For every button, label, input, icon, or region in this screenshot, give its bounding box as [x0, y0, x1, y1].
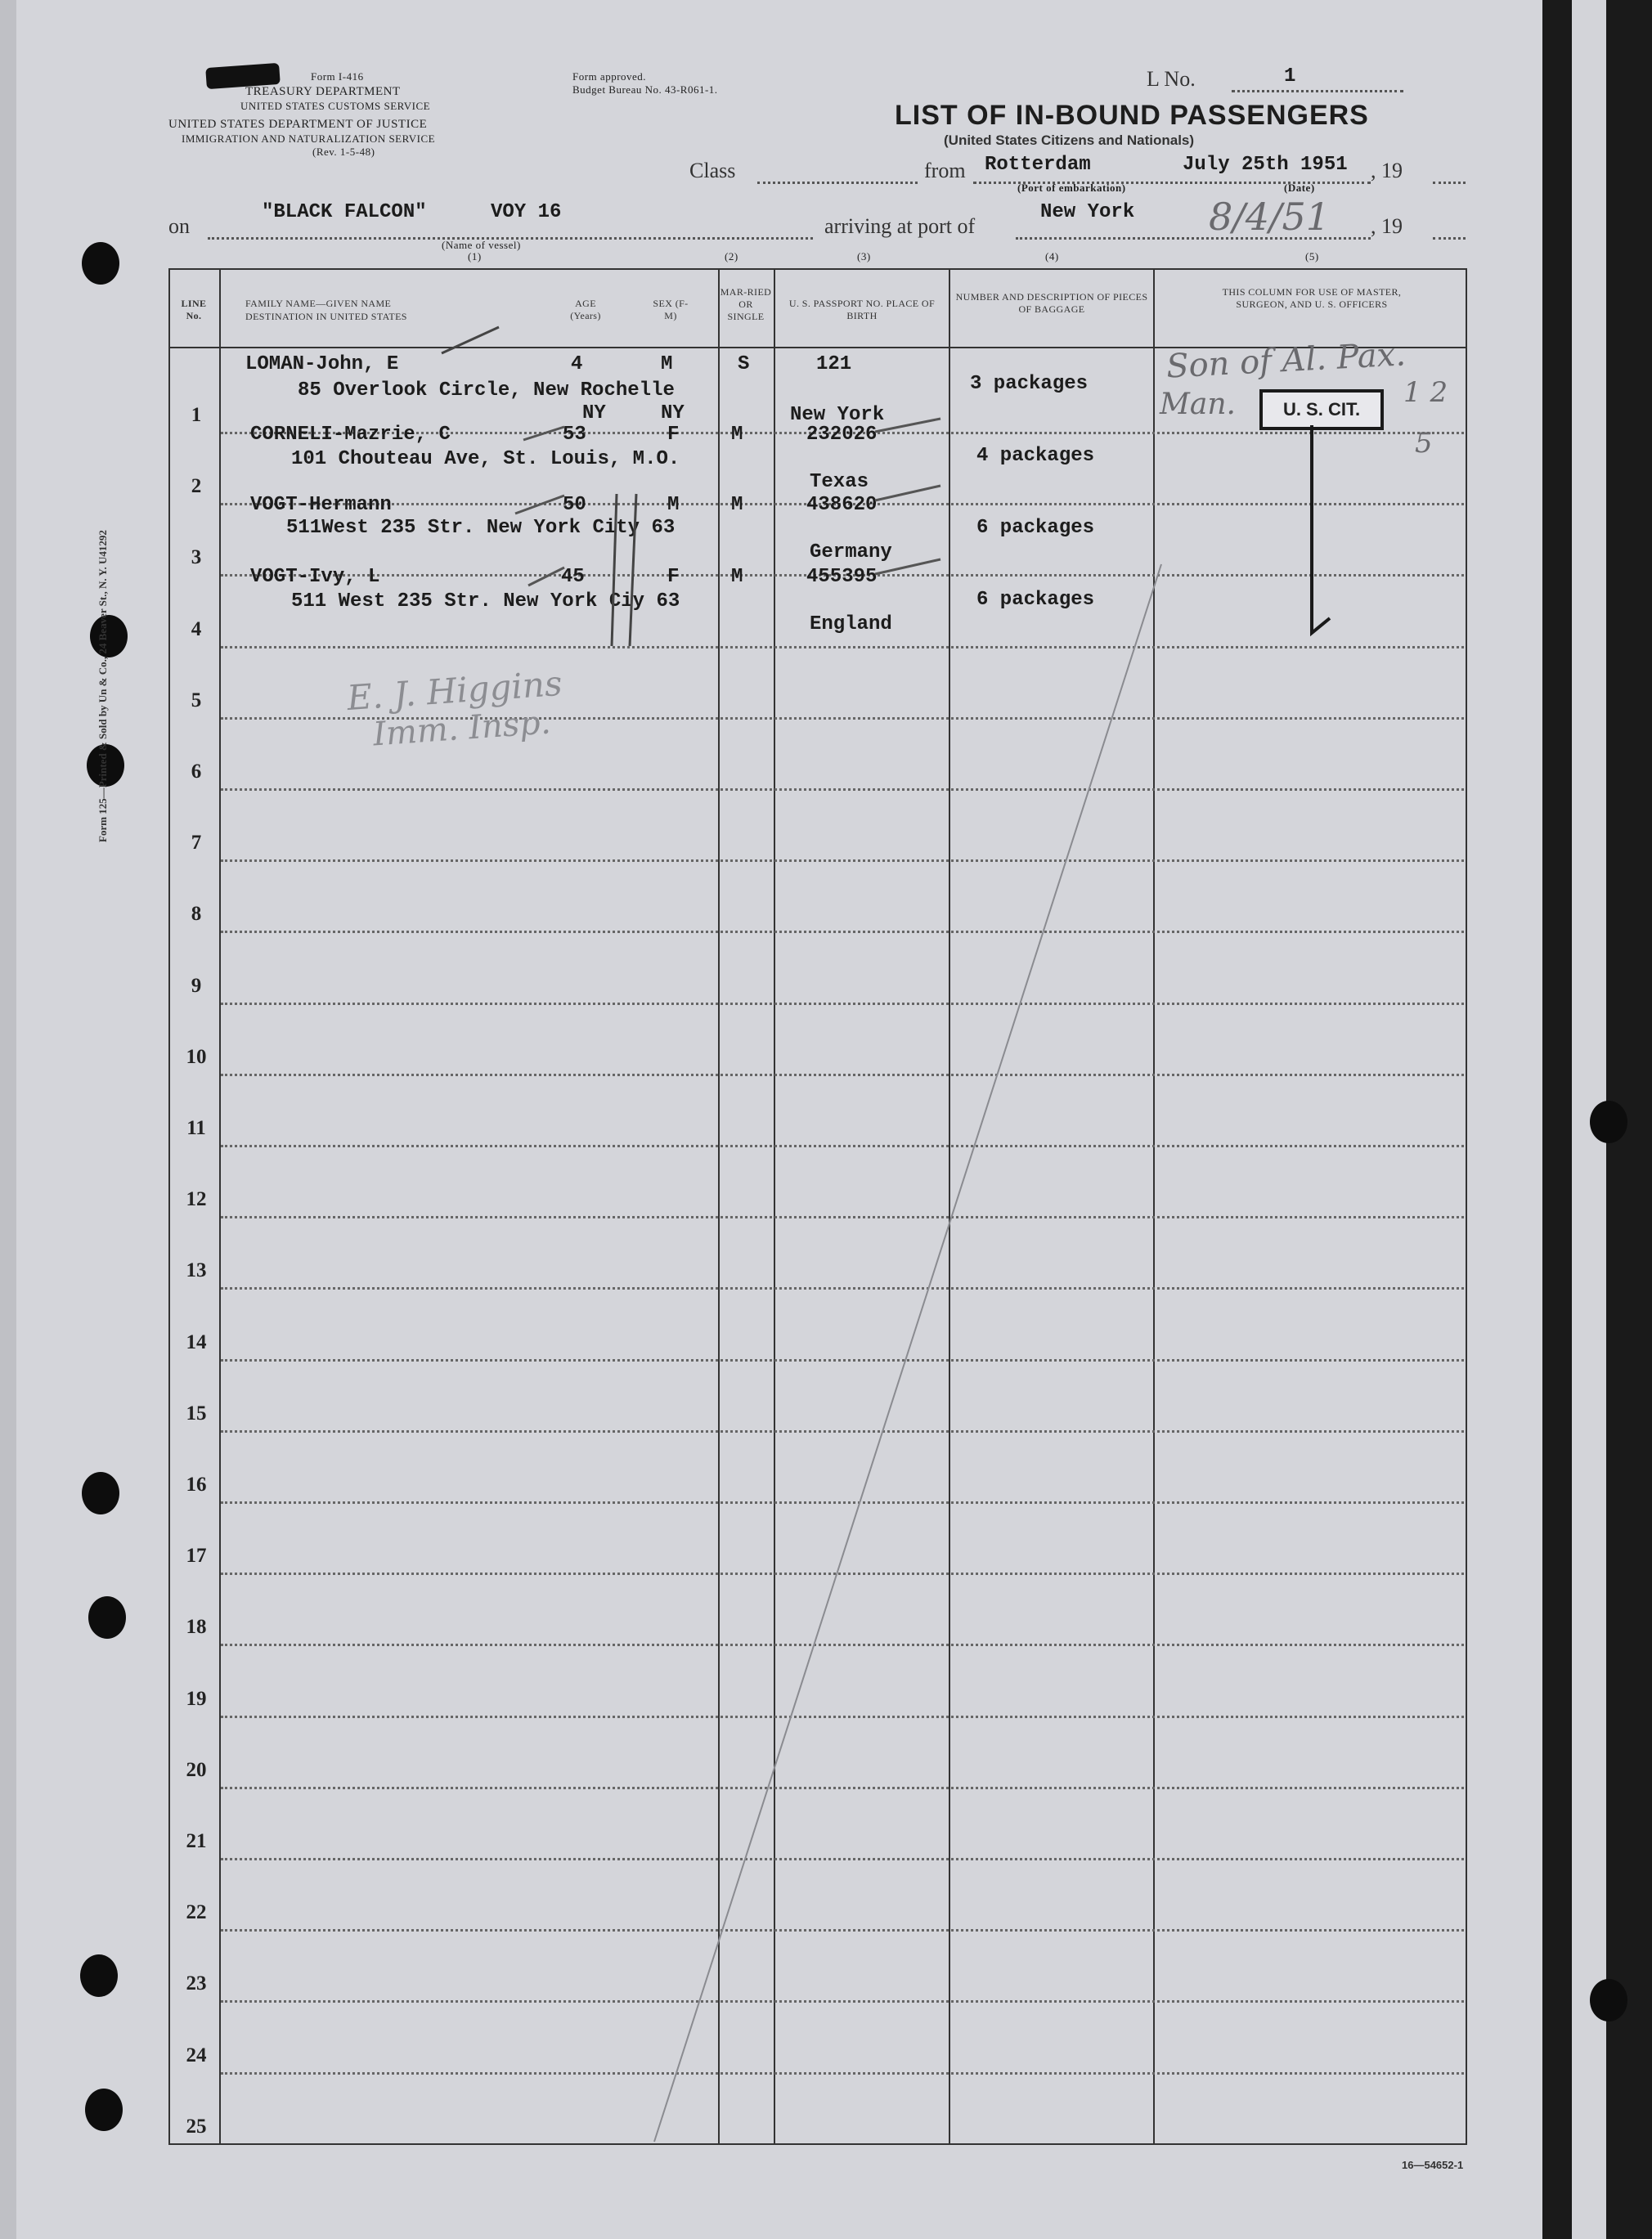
passenger-1-passport: 121	[816, 353, 852, 375]
passenger-4-married: M	[731, 566, 743, 588]
from-label: from	[924, 159, 966, 182]
footer-code: 16—54652-1	[1402, 2159, 1464, 2171]
col-number-3: (3)	[857, 250, 871, 262]
treasury-department: TREASURY DEPARTMENT	[245, 85, 401, 98]
line-number: 18	[186, 1616, 207, 1639]
arriving-label: arriving at port of	[824, 214, 976, 238]
passenger-2-destination: 101 Chouteau Ave, St. Louis, M.O.	[291, 448, 680, 470]
line-number: 2	[191, 475, 202, 498]
passenger-3-baggage: 6 packages	[976, 517, 1095, 539]
form-number: Form I-416	[311, 70, 364, 83]
header-destination: DESTINATION IN UNITED STATES	[245, 311, 407, 322]
check-mark	[515, 496, 564, 514]
passenger-4-birthplace: England	[810, 613, 892, 635]
passenger-1-destination: 85 Overlook Circle, New Rochelle	[298, 379, 675, 402]
header-age: AGE (Years)	[570, 298, 601, 321]
inspector-signature: E. J. Higgins	[345, 662, 563, 719]
line-number: 16	[186, 1474, 207, 1496]
year-suffix-2: , 19	[1371, 214, 1403, 238]
col-number-1: (1)	[468, 250, 482, 262]
line-number: 11	[186, 1117, 206, 1139]
date-caption: (Date)	[1284, 182, 1315, 194]
line-number: 1	[191, 404, 202, 426]
line-number: 12	[186, 1188, 207, 1211]
passenger-1-state: NY	[582, 402, 606, 424]
passenger-2-baggage: 4 packages	[976, 445, 1095, 467]
line-number: 5	[191, 689, 202, 711]
line-number: 20	[186, 1758, 207, 1781]
passenger-3-birthplace: Germany	[810, 541, 892, 563]
header-married: MAR-RIED OR SINGLE	[720, 286, 772, 322]
on-label: on	[168, 214, 190, 238]
passenger-1-age: 4	[571, 353, 583, 375]
header-passport: U. S. PASSPORT NO. PLACE OF BIRTH	[788, 298, 936, 321]
inspector-title: Imm. Insp.	[371, 703, 552, 754]
passenger-3-sex: M	[667, 494, 680, 516]
port-caption: (Port of embarkation)	[1017, 182, 1126, 194]
passenger-1-baggage: 3 packages	[970, 373, 1089, 395]
list-number: 1	[1284, 65, 1296, 87]
check-mark	[523, 427, 564, 440]
page-subtitle: (United States Citizens and Nationals)	[944, 132, 1195, 148]
passenger-3-passport: 438620	[806, 494, 878, 516]
arrival-port: New York	[1040, 201, 1135, 223]
bracket-mark	[630, 494, 636, 646]
line-number: 24	[186, 2044, 207, 2066]
passenger-2-birthplace: Texas	[810, 471, 869, 493]
line-number: 8	[191, 903, 202, 926]
col-number-5: (5)	[1305, 250, 1319, 262]
passenger-2-name: CORNELI-Mazrie, C	[250, 424, 451, 446]
justice-department: UNITED STATES DEPARTMENT OF JUSTICE	[168, 118, 428, 131]
passenger-4-destination: 511 West 235 Str. New York Ciy 63	[291, 590, 680, 612]
ins-service: IMMIGRATION AND NATURALIZATION SERVICE	[182, 132, 436, 145]
bracket-mark	[612, 494, 617, 646]
header-officers: THIS COLUMN FOR USE OF MASTER, SURGEON, AND U. S. OFFICERS	[1222, 286, 1402, 310]
passenger-4-age: 45	[561, 566, 585, 588]
header-sex: SEX (F-M)	[653, 298, 689, 321]
header-name: FAMILY NAME—GIVEN NAME	[245, 298, 392, 309]
customs-service: UNITED STATES CUSTOMS SERVICE	[240, 100, 431, 112]
annotation-man: Man.	[1160, 388, 1236, 421]
class-label: Class	[689, 159, 736, 182]
port-of-embarkation: Rotterdam	[985, 154, 1091, 176]
line-number: 3	[191, 546, 202, 569]
vessel-name: "BLACK FALCON"	[262, 201, 427, 223]
passenger-1-name: LOMAN-John, E	[245, 353, 399, 375]
passenger-4-name: VOGT-Ivy, L	[250, 566, 380, 588]
passenger-3-age: 50	[563, 494, 586, 516]
annotation-son-of-pax: Son of Al. Pax.	[1165, 335, 1407, 386]
line-number: 13	[186, 1259, 207, 1282]
us-citizen-stamp: U. S. CIT.	[1259, 389, 1384, 430]
form-approved: Form approved.	[572, 70, 647, 83]
col-number-2: (2)	[725, 250, 738, 262]
passenger-1-married: S	[738, 353, 750, 375]
passenger-4-sex: F	[667, 566, 680, 588]
bracket-arrow	[1312, 425, 1330, 633]
arrival-date: 8/4/51	[1209, 195, 1331, 239]
header-baggage: NUMBER AND DESCRIPTION OF PIECES OF BAGGAGE	[955, 291, 1148, 315]
annotation-numbers: 1 2	[1403, 376, 1448, 409]
check-mark	[528, 568, 564, 586]
line-number: 19	[186, 1687, 207, 1710]
side-printer-mark: Form 125—Printed & Sold by Un & Co., 24 Beaver St., N. Y. U41292	[97, 530, 109, 842]
voyage-number: VOY 16	[491, 201, 562, 223]
passenger-3-destination: 511West 235 Str. New York City 63	[286, 517, 676, 539]
list-no-label: L No.	[1147, 67, 1196, 91]
vessel-caption: (Name of vessel)	[442, 239, 521, 251]
line-number: 6	[191, 761, 202, 783]
line-number: 14	[186, 1330, 207, 1353]
line-number: 7	[191, 832, 202, 855]
passenger-3-married: M	[731, 494, 743, 516]
line-number: 15	[186, 1402, 207, 1425]
passenger-1-birthplace: New York	[790, 404, 885, 426]
line-number: 10	[186, 1045, 207, 1068]
passenger-4-baggage: 6 packages	[976, 589, 1095, 611]
cancellation-line	[654, 564, 1161, 2142]
check-mark	[875, 559, 940, 574]
passenger-1-state2: NY	[661, 402, 685, 424]
annotation-five: 5	[1415, 427, 1433, 460]
year-suffix-1: , 19	[1371, 159, 1403, 182]
passenger-4-passport: 455395	[806, 566, 878, 588]
passenger-2-passport: 232026	[806, 424, 878, 446]
check-mark	[875, 486, 940, 500]
line-number: 22	[186, 1901, 207, 1924]
line-number: 25	[186, 2115, 207, 2138]
budget-bureau: Budget Bureau No. 43-R061-1.	[572, 83, 718, 96]
header-line-no: LINE No.	[181, 298, 207, 321]
passenger-2-age: 53	[563, 424, 586, 446]
passenger-2-married: M	[731, 424, 743, 446]
revision: (Rev. 1-5-48)	[312, 146, 375, 158]
line-number: 4	[191, 617, 202, 640]
check-mark	[442, 327, 499, 353]
passenger-1-sex: M	[661, 353, 673, 375]
check-mark	[875, 419, 940, 432]
line-number: 9	[191, 974, 202, 997]
passenger-2-sex: F	[667, 424, 680, 446]
page-title: LIST OF IN-BOUND PASSENGERS	[895, 100, 1369, 131]
line-number: 17	[186, 1545, 207, 1568]
col-number-4: (4)	[1045, 250, 1059, 262]
line-number: 21	[186, 1830, 207, 1852]
embarkation-date: July 25th 1951	[1183, 154, 1348, 176]
passenger-3-name: VOGT-Hermann	[250, 494, 392, 516]
line-number: 23	[186, 1972, 207, 1995]
